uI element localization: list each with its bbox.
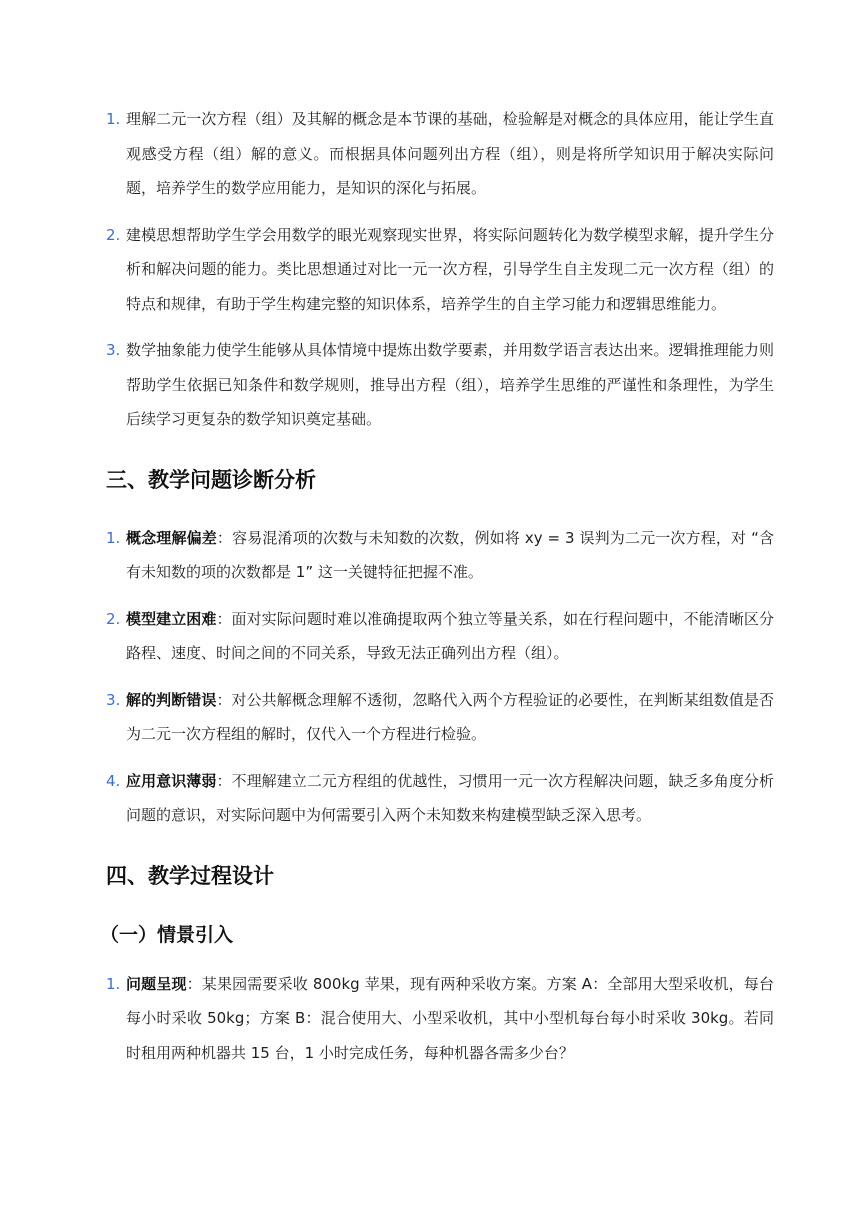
item-label: 模型建立困难 <box>126 609 217 628</box>
list-item <box>106 683 774 752</box>
item-body: ：面对实际问题时难以准确提取两个独立等量关系，如在行程问题中，不能清晰区分路程、速度、时间之间的不同关系，导致无法正确列出方程（组）。 <box>126 609 774 662</box>
list-item <box>106 967 774 1071</box>
list-number: 3. <box>106 690 121 709</box>
list-number: 2. <box>106 609 121 628</box>
item-body: ：不理解建立二元方程组的优越性，习惯用一元一次方程解决问题，缺乏多角度分析问题的意识，对实际问题中为何需要引入两个未知数来构建模型缺乏深入思考。 <box>126 771 774 824</box>
item-body: ：容易混淆项的次数与未知数的次数，例如将 xy = 3 误判为二元一次方程，对 “含有未知数的项的次数都是 1” 这一关键特征把握不准。 <box>126 528 774 581</box>
diagnosis-list <box>106 521 774 833</box>
list-number: 1. <box>106 974 121 993</box>
list-text: 数学抽象能力使学生能够从具体情境中提炼出数学要素，并用数学语言表达出来。逻辑推理能力则帮助学生依据已知条件和数学规则，推导出方程（组），培养学生思维的严谨性和条理性，为学生后续学习更复杂的数学知识奠定基础。 <box>126 341 774 428</box>
item-label: 问题呈现 <box>126 974 187 993</box>
list-text: 建模思想帮助学生学会用数学的眼光观察现实世界，将实际问题转化为数学模型求解，提升学生分析和解决问题的能力。类比思想通过对比一元一次方程，引导学生自主发现二元一次方程（组）的特点和规律，有助于学生构建完整的知识体系，培养学生的自主学习能力和逻辑思维能力。 <box>126 225 774 313</box>
list-item <box>106 764 774 833</box>
list-item <box>106 218 774 322</box>
goals-list <box>106 102 774 437</box>
section-heading-process: 四、教学过程设计 <box>106 863 274 888</box>
list-text <box>126 764 774 833</box>
item-body: ：某果园需要采收 800kg 苹果，现有两种采收方案。方案 A：全部用大型采收机，每台每小时采收 50kg；方案 B：混合使用大、小型采收机，其中小型机每台每小时采收 30kg。若同时租用两种机器共 15 台，1 小时完成任务，每种机器各需多少台？ <box>126 974 774 1062</box>
section-heading-diagnosis: 三、教学问题诊断分析 <box>106 467 316 492</box>
list-number: 2. <box>106 225 121 244</box>
list-number: 4. <box>106 771 121 790</box>
list-text: 理解二元一次方程（组）及其解的概念是本节课的基础，检验解是对概念的具体应用，能让学生直观感受方程（组）解的意义。而根据具体问题列出方程（组），则是将所学知识用于解决实际问题，培养学生的数学应用能力，是知识的深化与拓展。 <box>126 110 774 197</box>
list-item <box>106 521 774 590</box>
intro-list <box>106 967 774 1071</box>
item-label: 应用意识薄弱 <box>126 771 217 790</box>
list-text <box>126 521 774 590</box>
list-item <box>106 602 774 671</box>
list-number: 1. <box>106 528 121 547</box>
list-text <box>126 967 774 1071</box>
list-text <box>126 683 774 752</box>
list-number: 1. <box>106 110 121 128</box>
item-label: 解的判断错误 <box>126 690 217 709</box>
list-text <box>126 602 774 671</box>
list-item <box>106 102 774 206</box>
item-label: 概念理解偏差 <box>126 528 217 547</box>
subsection-heading-intro: （一）情景引入 <box>100 923 234 946</box>
item-body: ：对公共解概念理解不透彻，忽略代入两个方程验证的必要性，在判断某组数值是否为二元一次方程组的解时，仅代入一个方程进行检验。 <box>126 690 774 743</box>
list-item <box>106 333 774 437</box>
list-number: 3. <box>106 341 121 359</box>
